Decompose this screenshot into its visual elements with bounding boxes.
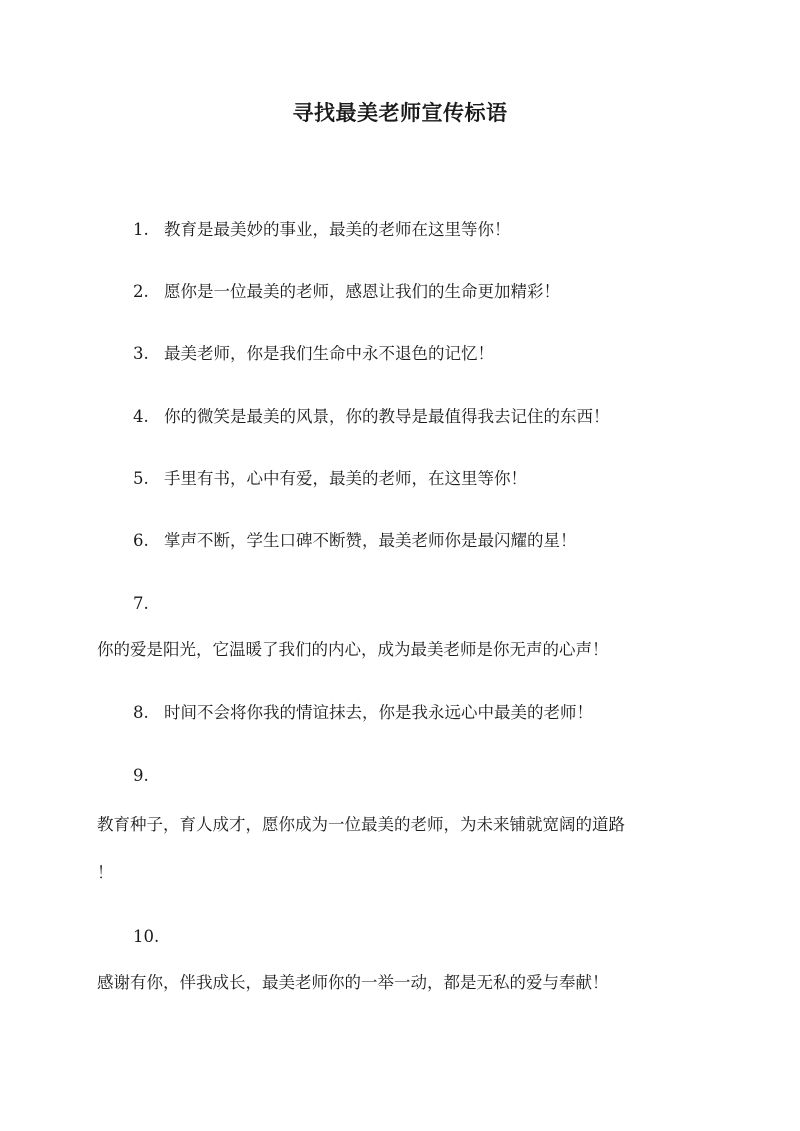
list-item [133, 218, 511, 242]
item-number: 10. [133, 927, 160, 946]
item-text: 教育种子，育人成才，愿你成为一位最美的老师，为未来铺就宽阔的道路 [97, 815, 625, 834]
item-number: 6. [133, 531, 149, 550]
item-text: 你的微笑是最美的风景，你的教导是最值得我去记住的东西！ [164, 407, 610, 426]
item-number: 2. [133, 282, 149, 301]
item-text: 教育是最美妙的事业，最美的老师在这里等你！ [164, 220, 511, 239]
item-number: 3. [133, 344, 149, 363]
item-text: 时间不会将你我的情谊抹去，你是我永远心中最美的老师！ [164, 703, 593, 722]
list-item [133, 467, 527, 491]
item-text: 最美老师，你是我们生命中永不退色的记忆！ [164, 344, 494, 363]
item-text: 你的爱是阳光，它温暖了我们的内心，成为最美老师是你无声的心声！ [97, 640, 609, 659]
item-number: 7. [133, 594, 149, 613]
item-number: 4. [133, 407, 149, 426]
item-text: 手里有书，心中有爱，最美的老师，在这里等你！ [164, 469, 527, 488]
list-item [133, 405, 610, 429]
item-text: 感谢有你，伴我成长，最美老师你的一举一动，都是无私的爱与奉献！ [97, 973, 609, 992]
list-item [133, 701, 593, 725]
document-title: 寻找最美老师宣传标语 [292, 100, 508, 125]
item-text: 愿你是一位最美的老师，感恩让我们的生命更加精彩！ [164, 282, 560, 301]
item-text-tail: ！ [97, 863, 114, 882]
list-item [133, 529, 577, 553]
item-number: 8. [133, 703, 149, 722]
list-item [133, 342, 494, 366]
item-number: 5. [133, 469, 149, 488]
list-item [133, 280, 560, 304]
item-number: 9. [133, 766, 149, 785]
item-number: 1. [133, 220, 149, 239]
item-text: 掌声不断，学生口碑不断赞，最美老师你是最闪耀的星！ [164, 531, 577, 550]
